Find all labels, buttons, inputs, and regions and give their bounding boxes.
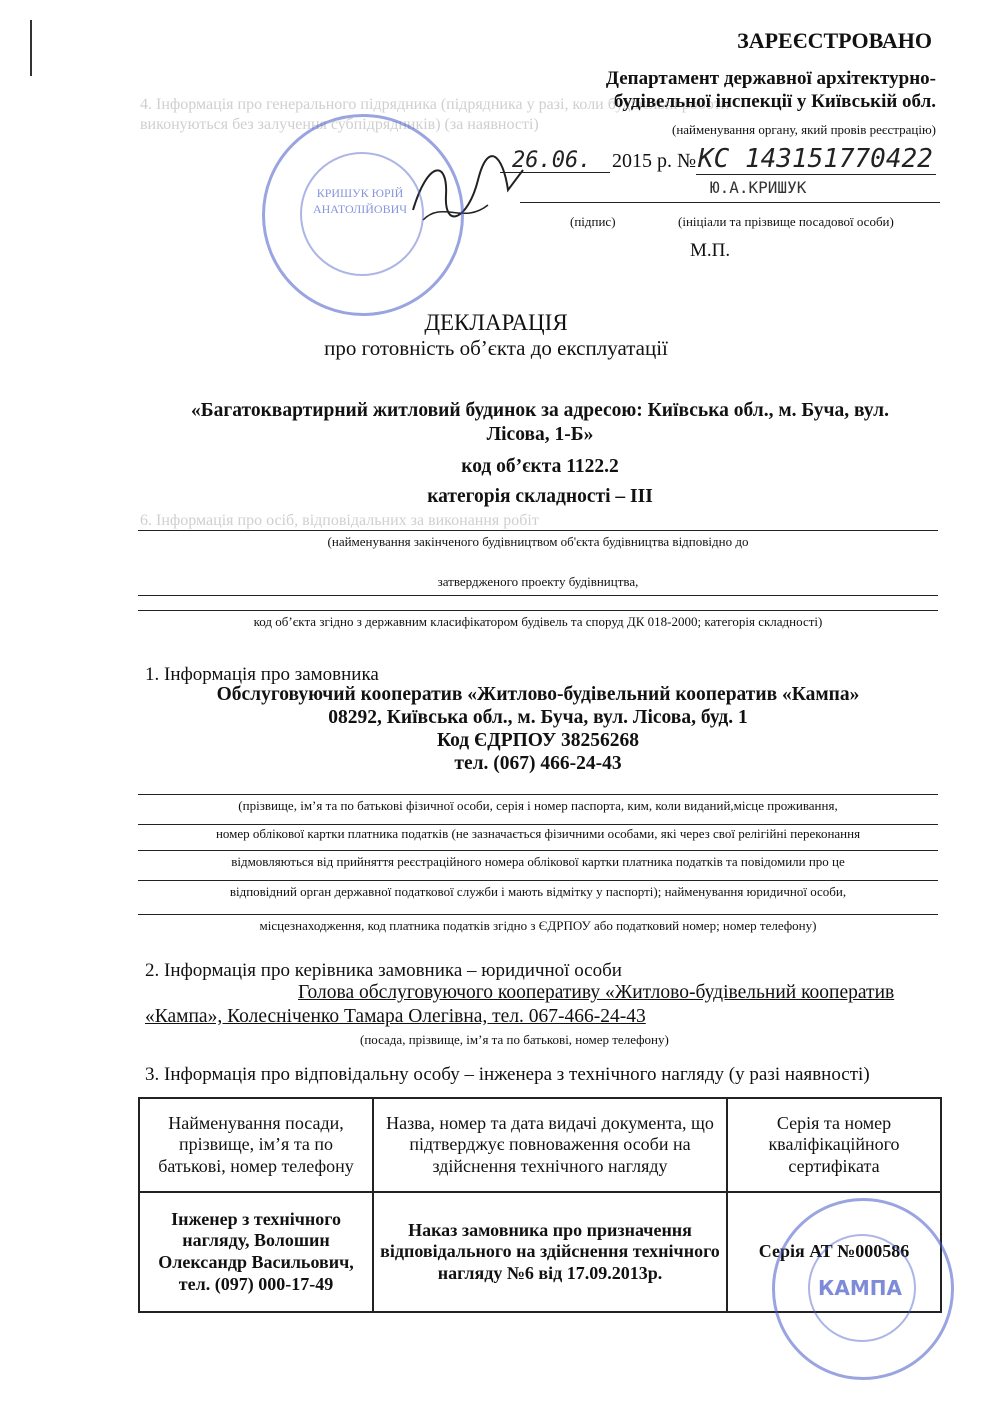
official-stamp-left-text: КРИШУК ЮРІЙ АНАТОЛІЙОВИЧ [312, 186, 408, 216]
object-name-line1: «Багатоквартирний житловий будинок за адресою: Київська обл., м. Буча, вул. [191, 400, 889, 421]
signature-caption: (підпис) [570, 214, 616, 229]
table-cell-engineer: Інженер з технічного нагляду, Волошин Олександр Васильович, тел. (097) 000-17-49 [139, 1192, 373, 1312]
customer-line3: Код ЄДРПОУ 38256268 [436, 730, 640, 751]
name-caption: (ініціали та прізвище посадової особи) [678, 214, 894, 229]
department-caption: (найменування органу, який провів реєстрацію) [672, 122, 936, 137]
department-name-line1: Департамент державної архітектурно- [605, 68, 936, 89]
object-caption-3: код об’єкта згідно з державним класифікатором будівель та споруд ДК 018-2000; категорія складності) [253, 614, 823, 629]
customer-caption-1: (прізвище, ім’я та по батькові фізичної особи, серія і номер паспорта, ким, коли виданий,місце проживання, [238, 798, 838, 813]
customer-line1: Обслуговуючий кооператив «Житлово-будівельний кооператив «Кампа» [216, 684, 860, 705]
customer-line4: тел. (067) 466-24-43 [454, 753, 622, 774]
object-code: код об’єкта 1122.2 [461, 456, 619, 477]
margin-mark [30, 20, 32, 76]
bleed-through-text-3: 6. Інформація про осіб, відповідальних за виконання робіт [140, 512, 539, 529]
declaration-title: ДЕКЛАРАЦІЯ [424, 310, 568, 335]
customer-caption-3: відмовляються від прийняття реєстраційного номера облікової картки платника податків та повідомили про це [231, 854, 845, 869]
object-category: категорія складності – ІІІ [427, 486, 653, 507]
customer-caption-4: відповідний орган державної податкової служби і мають відмітку у паспорті); найменування юридичної особи, [229, 884, 847, 899]
head-line1: Голова обслуговуючого кооперативу «Житлово-будівельний кооператив [298, 982, 895, 1003]
customer-heading: 1. Інформація про замовника [145, 664, 379, 685]
object-name-line2: Лісова, 1-Б» [486, 424, 594, 445]
registration-number: КС 143151770422 [698, 144, 933, 174]
seal-place-label: М.П. [690, 240, 731, 261]
table-header-row [139, 1098, 941, 1192]
department-name-line2: будівельної інспекції у Київській обл. [613, 91, 936, 112]
registration-date-suffix: 2015 р. № [612, 150, 697, 172]
supervision-heading: 3. Інформація про відповідальну особу – інженера з технічного нагляду (у разі наявності) [145, 1064, 870, 1085]
bleed-through-text-1: 4. Інформація про генерального підрядника (підрядника у разі, коли будівельні роботи [140, 96, 730, 113]
object-caption-1: (найменування закінченого будівництвом об'єкта будівництва відповідно до [327, 534, 749, 549]
bleed-through-text-2: виконуються без залучення субпідрядників) (за наявності) [140, 116, 539, 133]
company-stamp-right-text: КАМПА [818, 1276, 902, 1300]
customer-caption-2: номер облікової картки платника податків (не зазначається фізичними особами, які через свої релігійні переконання [215, 826, 861, 841]
customer-line2: 08292, Київська обл., м. Буча, вул. Лісова, буд. 1 [328, 707, 748, 728]
table-cell-order: Наказ замовника про призначення відповідального на здійснення технічного нагляду №6 від 17.09.2013р. [373, 1192, 727, 1312]
head-heading: 2. Інформація про керівника замовника – юридичної особи [145, 960, 622, 981]
table-cell-certificate-number: Серія АТ №000586 [727, 1192, 941, 1312]
table-header-position: Найменування посади, прізвище, ім’я та по батькові, номер телефону [139, 1098, 373, 1192]
registration-title: ЗАРЕЄСТРОВАНО [737, 28, 932, 53]
object-caption-2: затвердженого проекту будівництва, [437, 574, 639, 589]
handwritten-date: 26.06. [512, 148, 592, 173]
declaration-subtitle: про готовність об’єкта до експлуатації [324, 336, 668, 360]
signature-name: Ю.А.КРИШУК [710, 178, 807, 197]
table-header-document: Назва, номер та дата видачі документа, що підтверджує повноваження особи на здійснення технічного нагляду [373, 1098, 727, 1192]
customer-caption-5: місцезнаходження, код платника податків згідно з ЄДРПОУ або податковий номер; номер телефону) [259, 918, 817, 933]
head-caption: (посада, прізвище, ім’я та по батькові, номер телефону) [360, 1032, 669, 1047]
table-header-certificate: Серія та номер кваліфікаційного сертифіката [727, 1098, 941, 1192]
head-line2: «Кампа», Колесніченко Тамара Олегівна, тел. 067-466-24-43 [145, 1006, 646, 1027]
